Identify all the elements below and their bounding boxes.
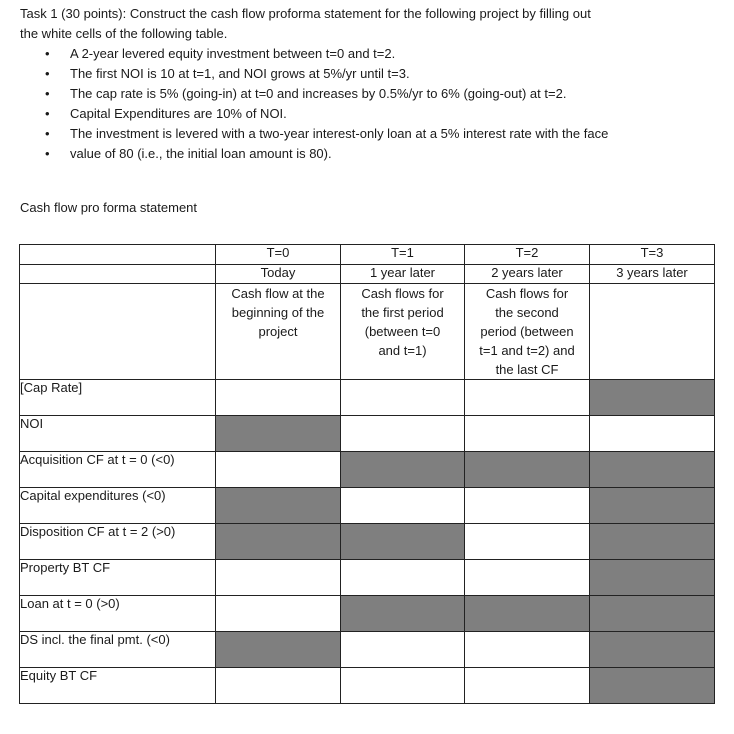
input-cell[interactable]: [216, 668, 341, 704]
corner-cell: [20, 265, 216, 284]
input-cell[interactable]: [465, 668, 590, 704]
shaded-cell: [341, 596, 465, 632]
input-cell[interactable]: [465, 380, 590, 416]
task-heading-line-1: Task 1 (30 points): Construct the cash flow proforma statement for the following project by filling out: [20, 6, 591, 21]
table-row: [20, 524, 715, 560]
shaded-cell: [590, 452, 715, 488]
assumptions-list: [20, 44, 710, 164]
period-t0: T=0: [216, 245, 341, 265]
input-cell[interactable]: [465, 488, 590, 524]
shaded-cell: [216, 488, 341, 524]
row-label-capital-expenditures: Capital expenditures (<0): [20, 488, 216, 524]
input-cell[interactable]: [341, 560, 465, 596]
when-t3: 3 years later: [590, 265, 715, 284]
row-label-acquisition-cf: Acquisition CF at t = 0 (<0): [20, 452, 216, 488]
row-label-loan: Loan at t = 0 (>0): [20, 596, 216, 632]
table-row: [20, 488, 715, 524]
period-t3: T=3: [590, 245, 715, 265]
shaded-cell: [590, 560, 715, 596]
when-t0: Today: [216, 265, 341, 284]
assumption-item: • A 2-year levered equity investment between t=0 and t=2.: [20, 44, 710, 64]
assumption-item: • The cap rate is 5% (going-in) at t=0 and increases by 0.5%/yr to 6% (going-out) at t=2.: [20, 84, 710, 104]
shaded-cell: [216, 632, 341, 668]
shaded-cell: [590, 380, 715, 416]
header-row-description: [20, 284, 715, 380]
input-cell[interactable]: [341, 488, 465, 524]
shaded-cell: [465, 596, 590, 632]
input-cell[interactable]: [216, 596, 341, 632]
input-cell[interactable]: [341, 380, 465, 416]
table-row: [20, 452, 715, 488]
table-row: [20, 380, 715, 416]
corner-cell: [20, 284, 216, 380]
assumption-item-continued: • value of 80 (i.e., the initial loan amount is 80).: [20, 144, 710, 164]
description-t2: Cash flows for the second period (between t=1 and t=2) and the last CF: [465, 284, 590, 380]
task-heading-line-2: the white cells of the following table.: [20, 26, 228, 41]
row-label-debt-service: DS incl. the final pmt. (<0): [20, 632, 216, 668]
input-cell[interactable]: [216, 380, 341, 416]
cash-flow-table: [19, 244, 715, 704]
table-row: [20, 668, 715, 704]
table-row: [20, 632, 715, 668]
input-cell[interactable]: [216, 452, 341, 488]
shaded-cell: [590, 632, 715, 668]
input-cell[interactable]: [465, 632, 590, 668]
description-t1: Cash flows for the first period (between t=0 and t=1): [341, 284, 465, 380]
shaded-cell: [341, 452, 465, 488]
period-t1: T=1: [341, 245, 465, 265]
row-label-noi: NOI: [20, 416, 216, 452]
input-cell[interactable]: [216, 560, 341, 596]
row-label-cap-rate: [Cap Rate]: [20, 380, 216, 416]
input-cell[interactable]: [465, 560, 590, 596]
table-row: [20, 596, 715, 632]
shaded-cell: [341, 524, 465, 560]
input-cell[interactable]: [590, 416, 715, 452]
header-row-period: [20, 245, 715, 265]
shaded-cell: [465, 452, 590, 488]
period-t2: T=2: [465, 245, 590, 265]
header-row-when: [20, 265, 715, 284]
shaded-cell: [216, 524, 341, 560]
input-cell[interactable]: [341, 416, 465, 452]
assumption-item: • The investment is levered with a two-year interest-only loan at a 5% interest rate with the face: [20, 124, 710, 144]
row-label-equity-bt-cf: Equity BT CF: [20, 668, 216, 704]
shaded-cell: [590, 668, 715, 704]
task-description: [20, 4, 710, 164]
row-label-property-bt-cf: Property BT CF: [20, 560, 216, 596]
input-cell[interactable]: [465, 524, 590, 560]
when-t1: 1 year later: [341, 265, 465, 284]
input-cell[interactable]: [341, 632, 465, 668]
shaded-cell: [590, 488, 715, 524]
shaded-cell: [590, 524, 715, 560]
description-t3: [590, 284, 715, 380]
assumption-item: • The first NOI is 10 at t=1, and NOI grows at 5%/yr until t=3.: [20, 64, 710, 84]
shaded-cell: [590, 596, 715, 632]
corner-cell: [20, 245, 216, 265]
input-cell[interactable]: [465, 416, 590, 452]
shaded-cell: [216, 416, 341, 452]
when-t2: 2 years later: [465, 265, 590, 284]
table-row: [20, 416, 715, 452]
section-title: Cash flow pro forma statement: [20, 200, 198, 215]
row-label-disposition-cf: Disposition CF at t = 2 (>0): [20, 524, 216, 560]
table-row: [20, 560, 715, 596]
description-t0: Cash flow at the beginning of the project: [216, 284, 341, 380]
input-cell[interactable]: [341, 668, 465, 704]
assumption-item: • Capital Expenditures are 10% of NOI.: [20, 104, 710, 124]
